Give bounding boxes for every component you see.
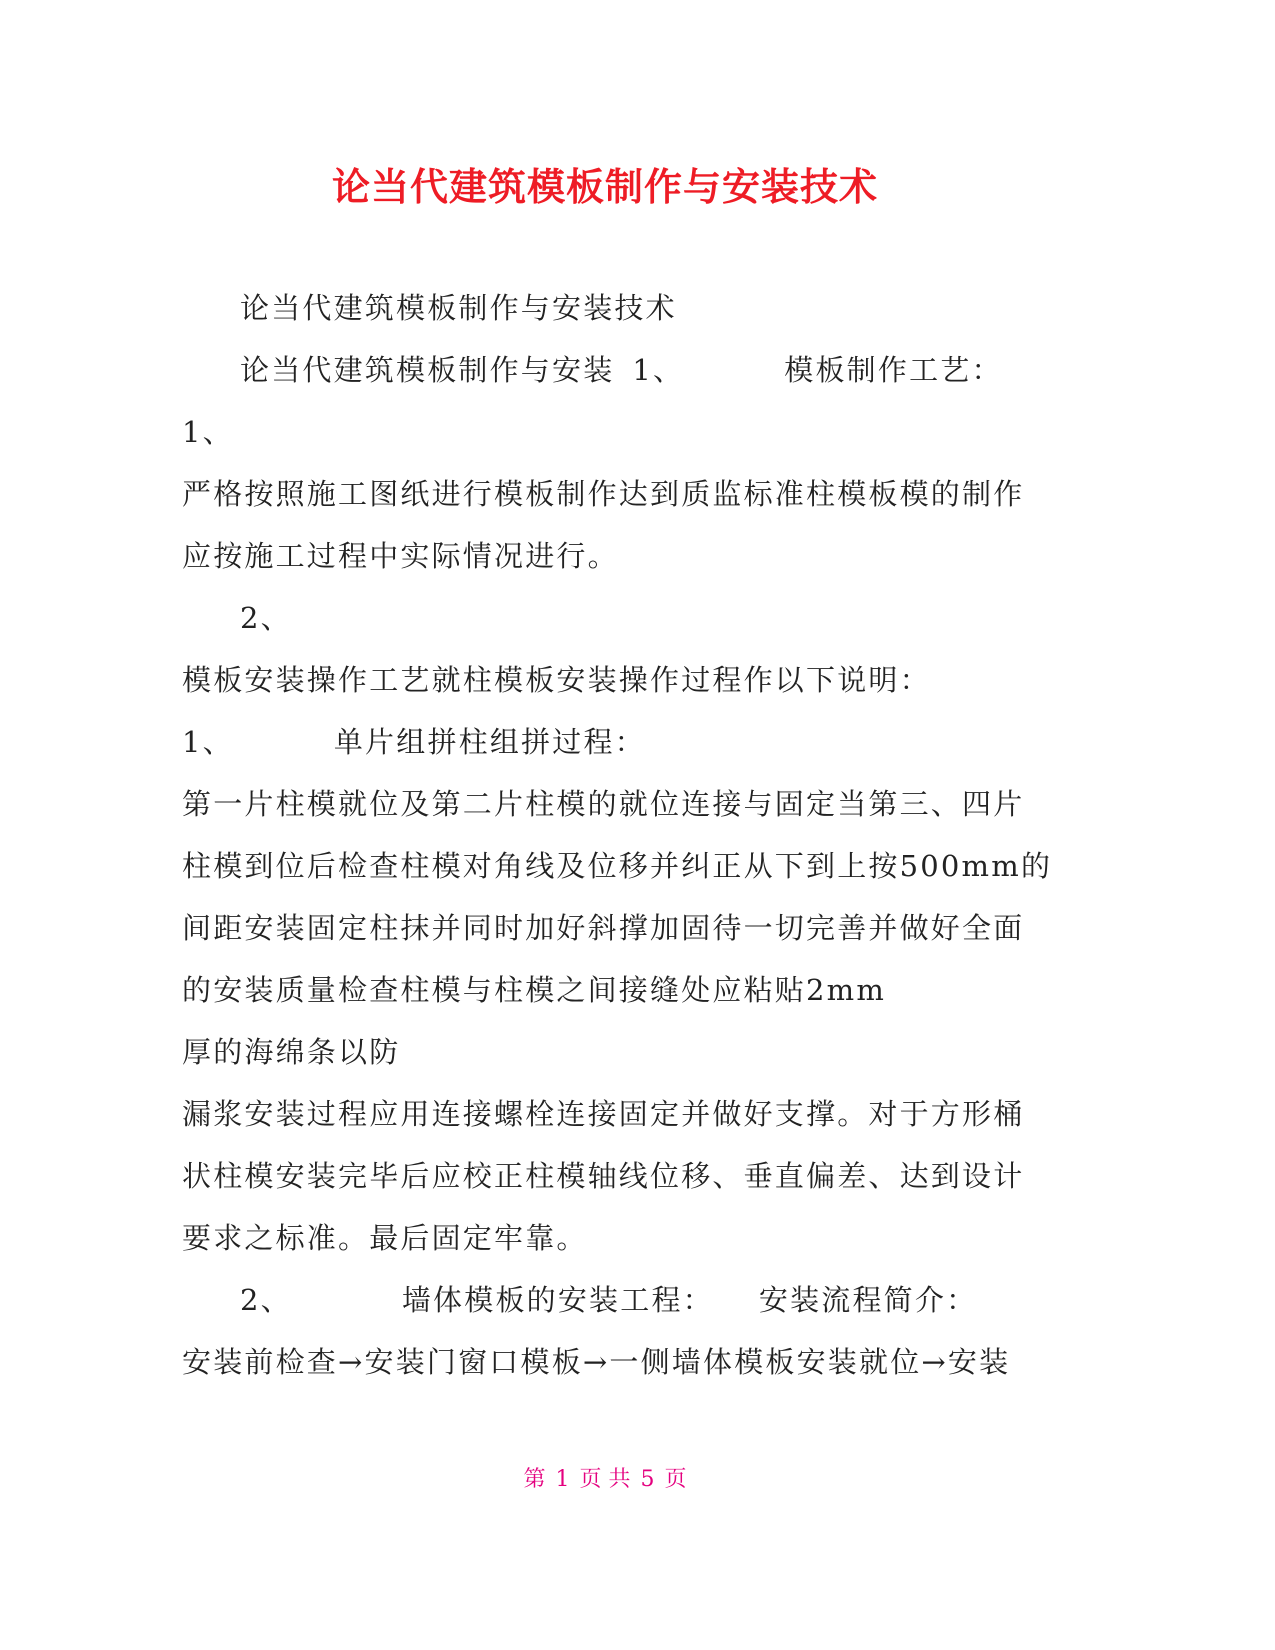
- text-line: 论当代建筑模板制作与安装技术: [240, 291, 677, 325]
- text-line: 漏浆安装过程应用连接螺栓连接固定并做好支撑。对于方形桶: [182, 1097, 1025, 1131]
- text-line: 模板安装操作工艺就柱模板安装操作过程作以下说明：: [182, 663, 931, 697]
- text-line: 第一片柱模就位及第二片柱模的就位连接与固定当第三、四片: [182, 787, 1025, 821]
- list-number: 1、: [632, 353, 685, 387]
- footer-prefix: 第: [523, 1467, 546, 1492]
- section-heading: 单片组拼柱组拼过程：: [333, 725, 646, 759]
- section-heading: 墙体模板的安装工程：: [401, 1283, 714, 1317]
- text-line: 柱模到位后检查柱模对角线及位移并纠正从下到上按500mm的: [182, 849, 1053, 883]
- list-number: 1、: [182, 725, 234, 759]
- section-heading: 模板制作工艺：: [784, 353, 1003, 387]
- text-segment: 论当代建筑模板制作与安装: [240, 353, 615, 387]
- document-title: 论当代建筑模板制作与安装技术: [331, 165, 878, 209]
- text-line: [182, 339, 1042, 401]
- text-line: [182, 1269, 1042, 1331]
- text-line: 状柱模安装完毕后应校正柱模轴线位移、垂直偏差、达到设计: [182, 1159, 1025, 1193]
- list-number: 2、: [240, 1283, 292, 1317]
- list-number: 1、: [182, 415, 234, 449]
- section-heading: 安装流程简介：: [758, 1283, 978, 1317]
- total-page-count: 5: [640, 1467, 655, 1492]
- footer-middle: 页 共: [579, 1467, 631, 1492]
- document-body: [182, 277, 1053, 1393]
- text-line: 要求之标准。最后固定牢靠。: [182, 1221, 588, 1255]
- text-line: 应按施工过程中实际情况进行。: [182, 539, 619, 573]
- list-number: 2、: [240, 601, 292, 635]
- text-line: 的安装质量检查柱模与柱模之间接缝处应粘贴2mm: [182, 973, 887, 1007]
- text-line: [182, 711, 1042, 773]
- text-line: 间距安装固定柱抹并同时加好斜撑加固待一切完善并做好全面: [182, 911, 1025, 945]
- text-line: 严格按照施工图纸进行模板制作达到质监标准柱模板模的制作: [182, 477, 1025, 511]
- footer-suffix: 页: [664, 1467, 687, 1492]
- text-line: 安装前检查→安装门窗口模板→一侧墙体模板安装就位→安装: [182, 1345, 1011, 1379]
- current-page-number: 1: [555, 1467, 570, 1492]
- page-number-footer: [0, 1465, 1210, 1495]
- text-line: 厚的海绵条以防: [182, 1035, 401, 1069]
